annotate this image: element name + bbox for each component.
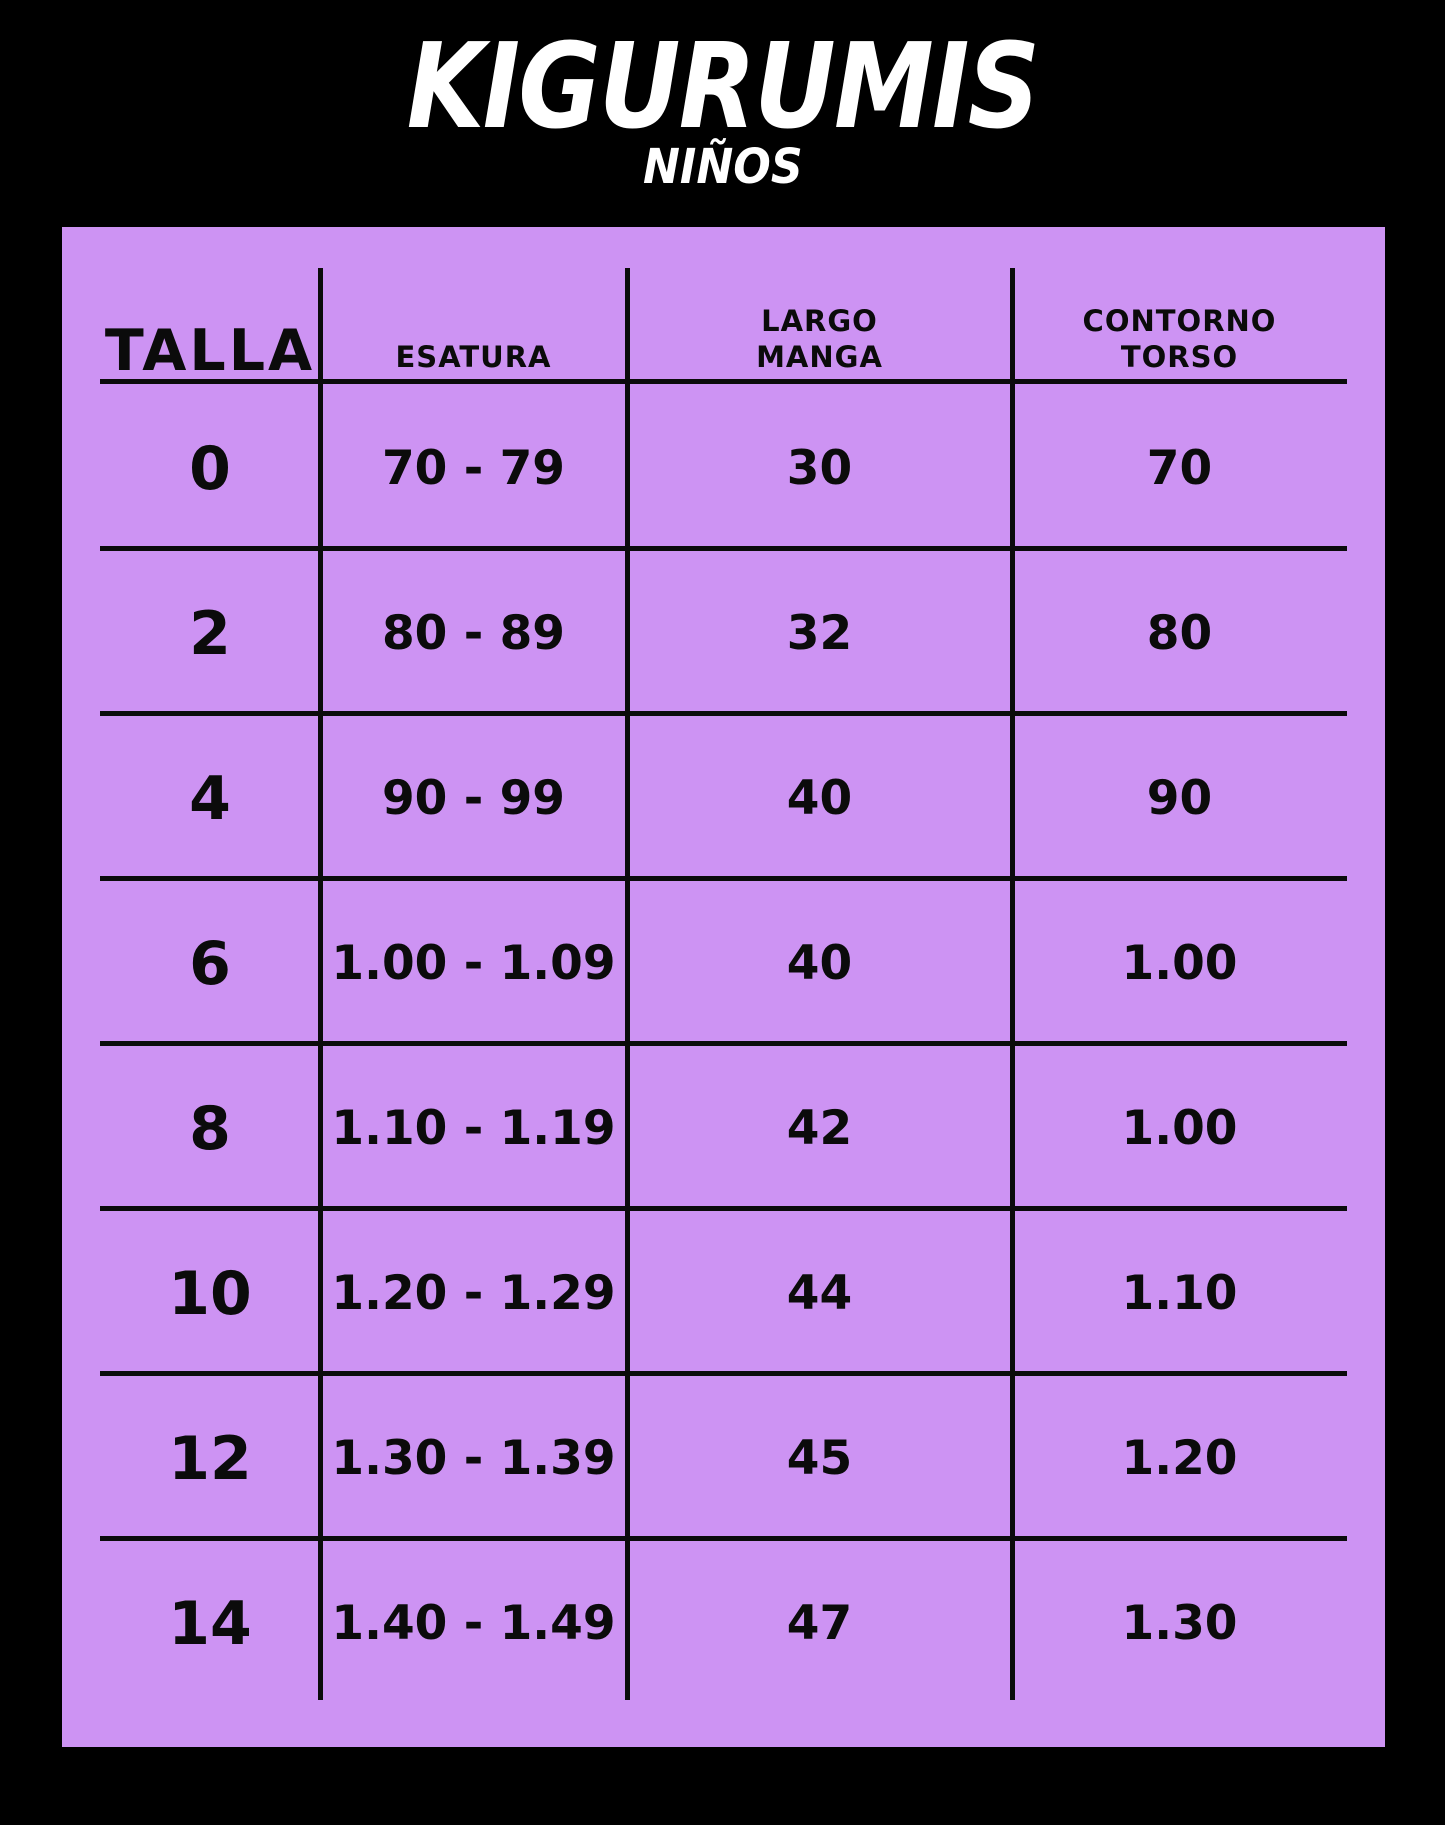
- cell-largo-manga: 47: [786, 1596, 853, 1651]
- cell-talla: 2: [189, 598, 231, 669]
- column-header-talla: TALLA: [104, 318, 316, 384]
- cell-talla: 6: [189, 928, 231, 999]
- cell-contorno-torso: 80: [1146, 606, 1213, 661]
- cell-talla: 8: [189, 1093, 231, 1164]
- cell-esatura: 1.40 - 1.49: [331, 1596, 616, 1651]
- cell-esatura: 80 - 89: [381, 606, 566, 661]
- cell-largo-manga: 45: [786, 1431, 853, 1486]
- cell-esatura: 90 - 99: [381, 771, 566, 826]
- column-header-text: [756, 303, 883, 375]
- page-title: KIGURUMIS: [406, 17, 1039, 155]
- size-table: [100, 227, 1347, 1701]
- cell-esatura: 1.10 - 1.19: [331, 1101, 616, 1156]
- cell-talla: 4: [189, 763, 231, 834]
- cell-largo-manga: 40: [786, 936, 853, 991]
- cell-talla: 10: [168, 1258, 252, 1329]
- header-line: LARGO: [761, 304, 878, 338]
- cell-largo-manga: 42: [786, 1101, 853, 1156]
- cell-esatura: 70 - 79: [381, 441, 566, 496]
- cell-talla: 12: [168, 1423, 252, 1494]
- header-line: CONTORNO: [1082, 304, 1277, 338]
- cell-contorno-torso: 70: [1146, 441, 1213, 496]
- column-header-text: [1083, 303, 1277, 375]
- header-line: TORSO: [1120, 340, 1239, 374]
- cell-esatura: 1.00 - 1.09: [331, 936, 616, 991]
- cell-largo-manga: 32: [786, 606, 853, 661]
- column-header-contorno-torso: [1012, 227, 1347, 381]
- cell-contorno-torso: 1.00: [1121, 1101, 1238, 1156]
- cell-talla: 14: [168, 1588, 252, 1659]
- cell-largo-manga: 30: [786, 441, 853, 496]
- title-block: [0, 0, 1445, 227]
- cell-contorno-torso: 90: [1146, 771, 1213, 826]
- cell-largo-manga: 44: [786, 1266, 853, 1321]
- cell-contorno-torso: 1.00: [1121, 936, 1238, 991]
- cell-largo-manga: 40: [786, 771, 853, 826]
- column-header-esatura: ESATURA: [395, 340, 552, 374]
- column-header-largo-manga: [627, 227, 1012, 381]
- cell-contorno-torso: 1.20: [1121, 1431, 1238, 1486]
- cell-talla: 0: [189, 433, 231, 504]
- cell-contorno-torso: 1.10: [1121, 1266, 1238, 1321]
- cell-contorno-torso: 1.30: [1121, 1596, 1238, 1651]
- header-line: MANGA: [756, 340, 883, 374]
- cell-esatura: 1.30 - 1.39: [331, 1431, 616, 1486]
- page-subtitle: NIÑOS: [642, 139, 803, 195]
- cell-esatura: 1.20 - 1.29: [331, 1266, 616, 1321]
- size-table-panel: [62, 227, 1385, 1747]
